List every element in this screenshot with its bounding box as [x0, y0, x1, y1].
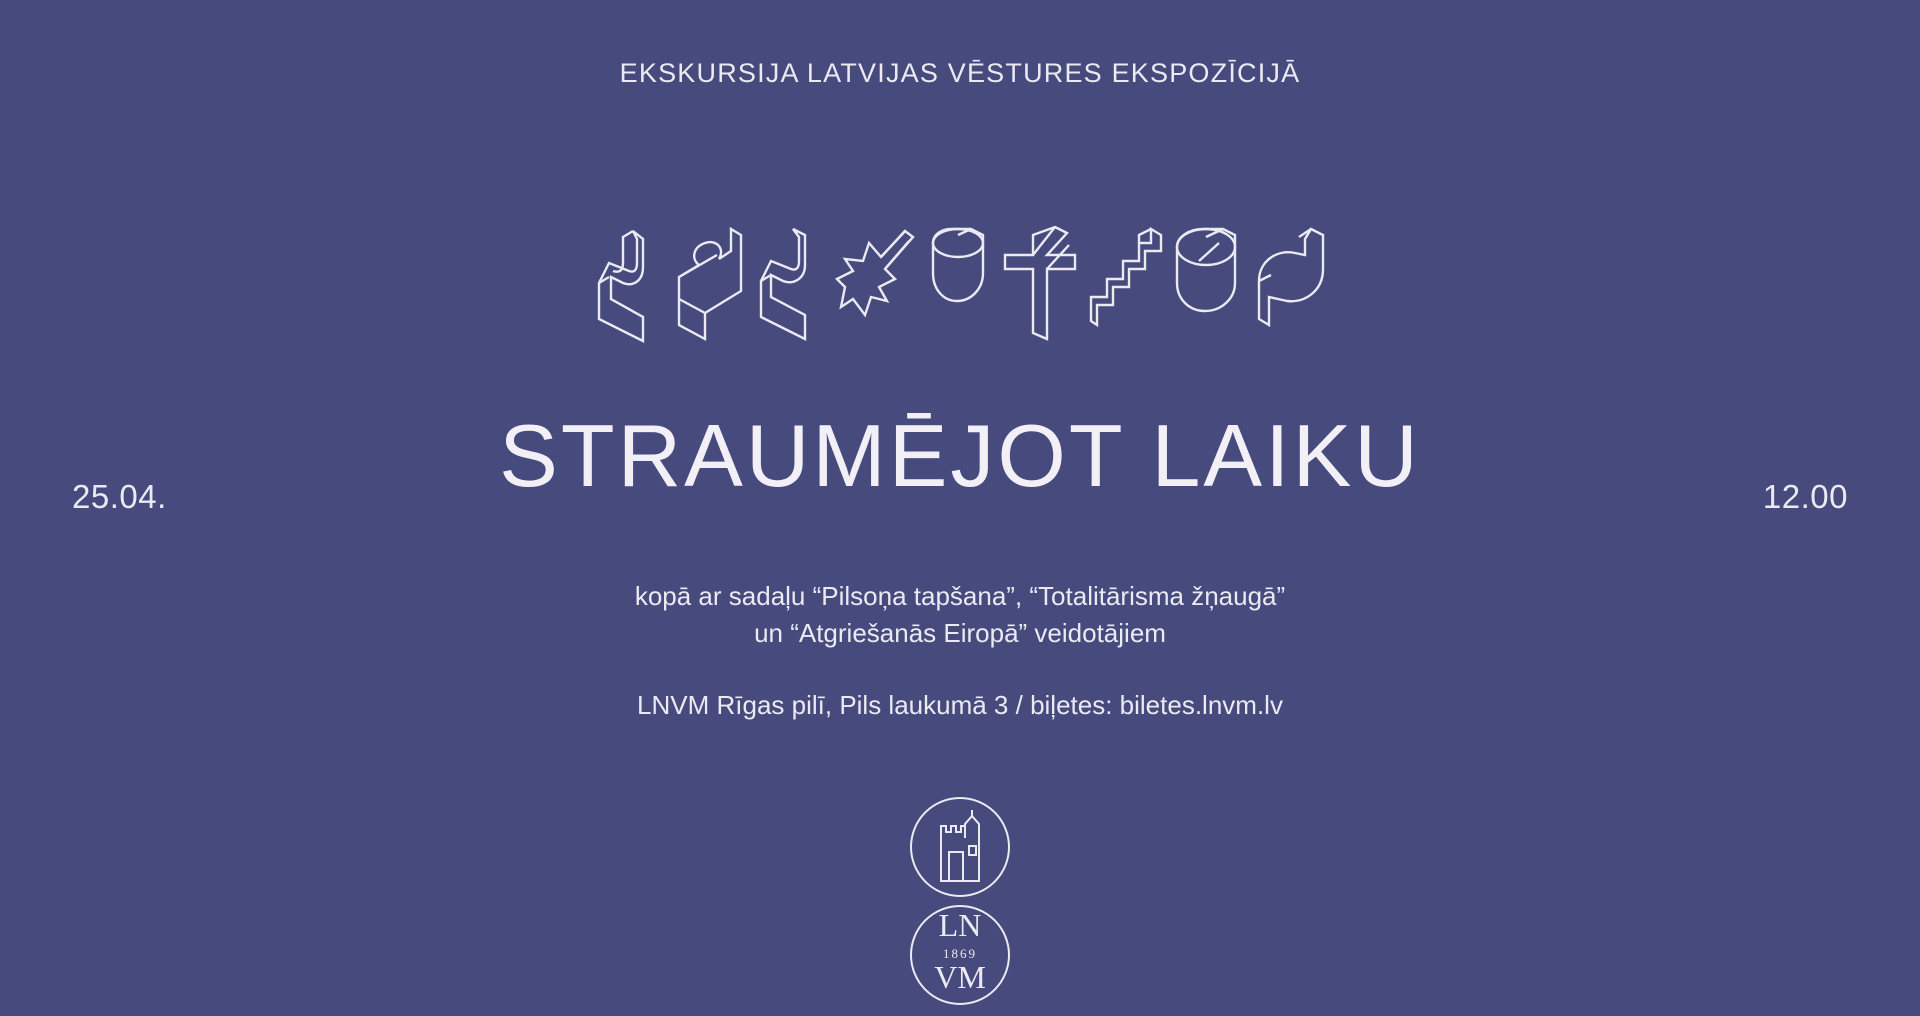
- logo-letters-bottom: VM: [934, 959, 986, 995]
- glyph-scoop-icon: [671, 221, 749, 351]
- logo-year: 1869: [943, 946, 977, 961]
- glyph-lollipop-icon: [1171, 221, 1249, 351]
- lnvm-logo-icon: [899, 786, 1021, 1016]
- glyph-star-burst-icon: [835, 221, 921, 351]
- subtitle-line-1: kopā ar sadaļu “Pilsoņa tapšana”, “Totalitārisma žņaugā”: [634, 581, 1286, 611]
- glyph-stairs-icon: [1089, 221, 1167, 351]
- event-date: 25.04.: [72, 478, 167, 515]
- decorative-glyph-row: [560, 218, 1360, 353]
- venue-and-tickets: LNVM Rīgas pilī, Pils laukumā 3 / biļetes: biletes.lnvm.lv: [637, 690, 1283, 720]
- glyph-hook-left-icon: [589, 221, 667, 351]
- poster-subtitle: [0, 578, 1920, 652]
- poster-title: STRAUMĒJOT LAIKU: [499, 406, 1421, 505]
- subtitle-line-2: un “Atgriešanās Eiropā” veidotājiem: [754, 617, 1166, 648]
- glyph-cross-arrow-icon: [999, 221, 1085, 351]
- lnvm-logo: [899, 786, 1021, 1016]
- logo-letters-top: LN: [938, 907, 982, 943]
- event-time: 12.00: [1762, 478, 1848, 515]
- glyph-pin-icon: [925, 221, 995, 351]
- glyph-hook-right-icon: [753, 221, 831, 351]
- poster-eyebrow: EKSKURSIJA LATVIJAS VĒSTURES EKSPOZĪCIJĀ: [619, 58, 1301, 88]
- glyph-curl-icon: [1253, 221, 1331, 351]
